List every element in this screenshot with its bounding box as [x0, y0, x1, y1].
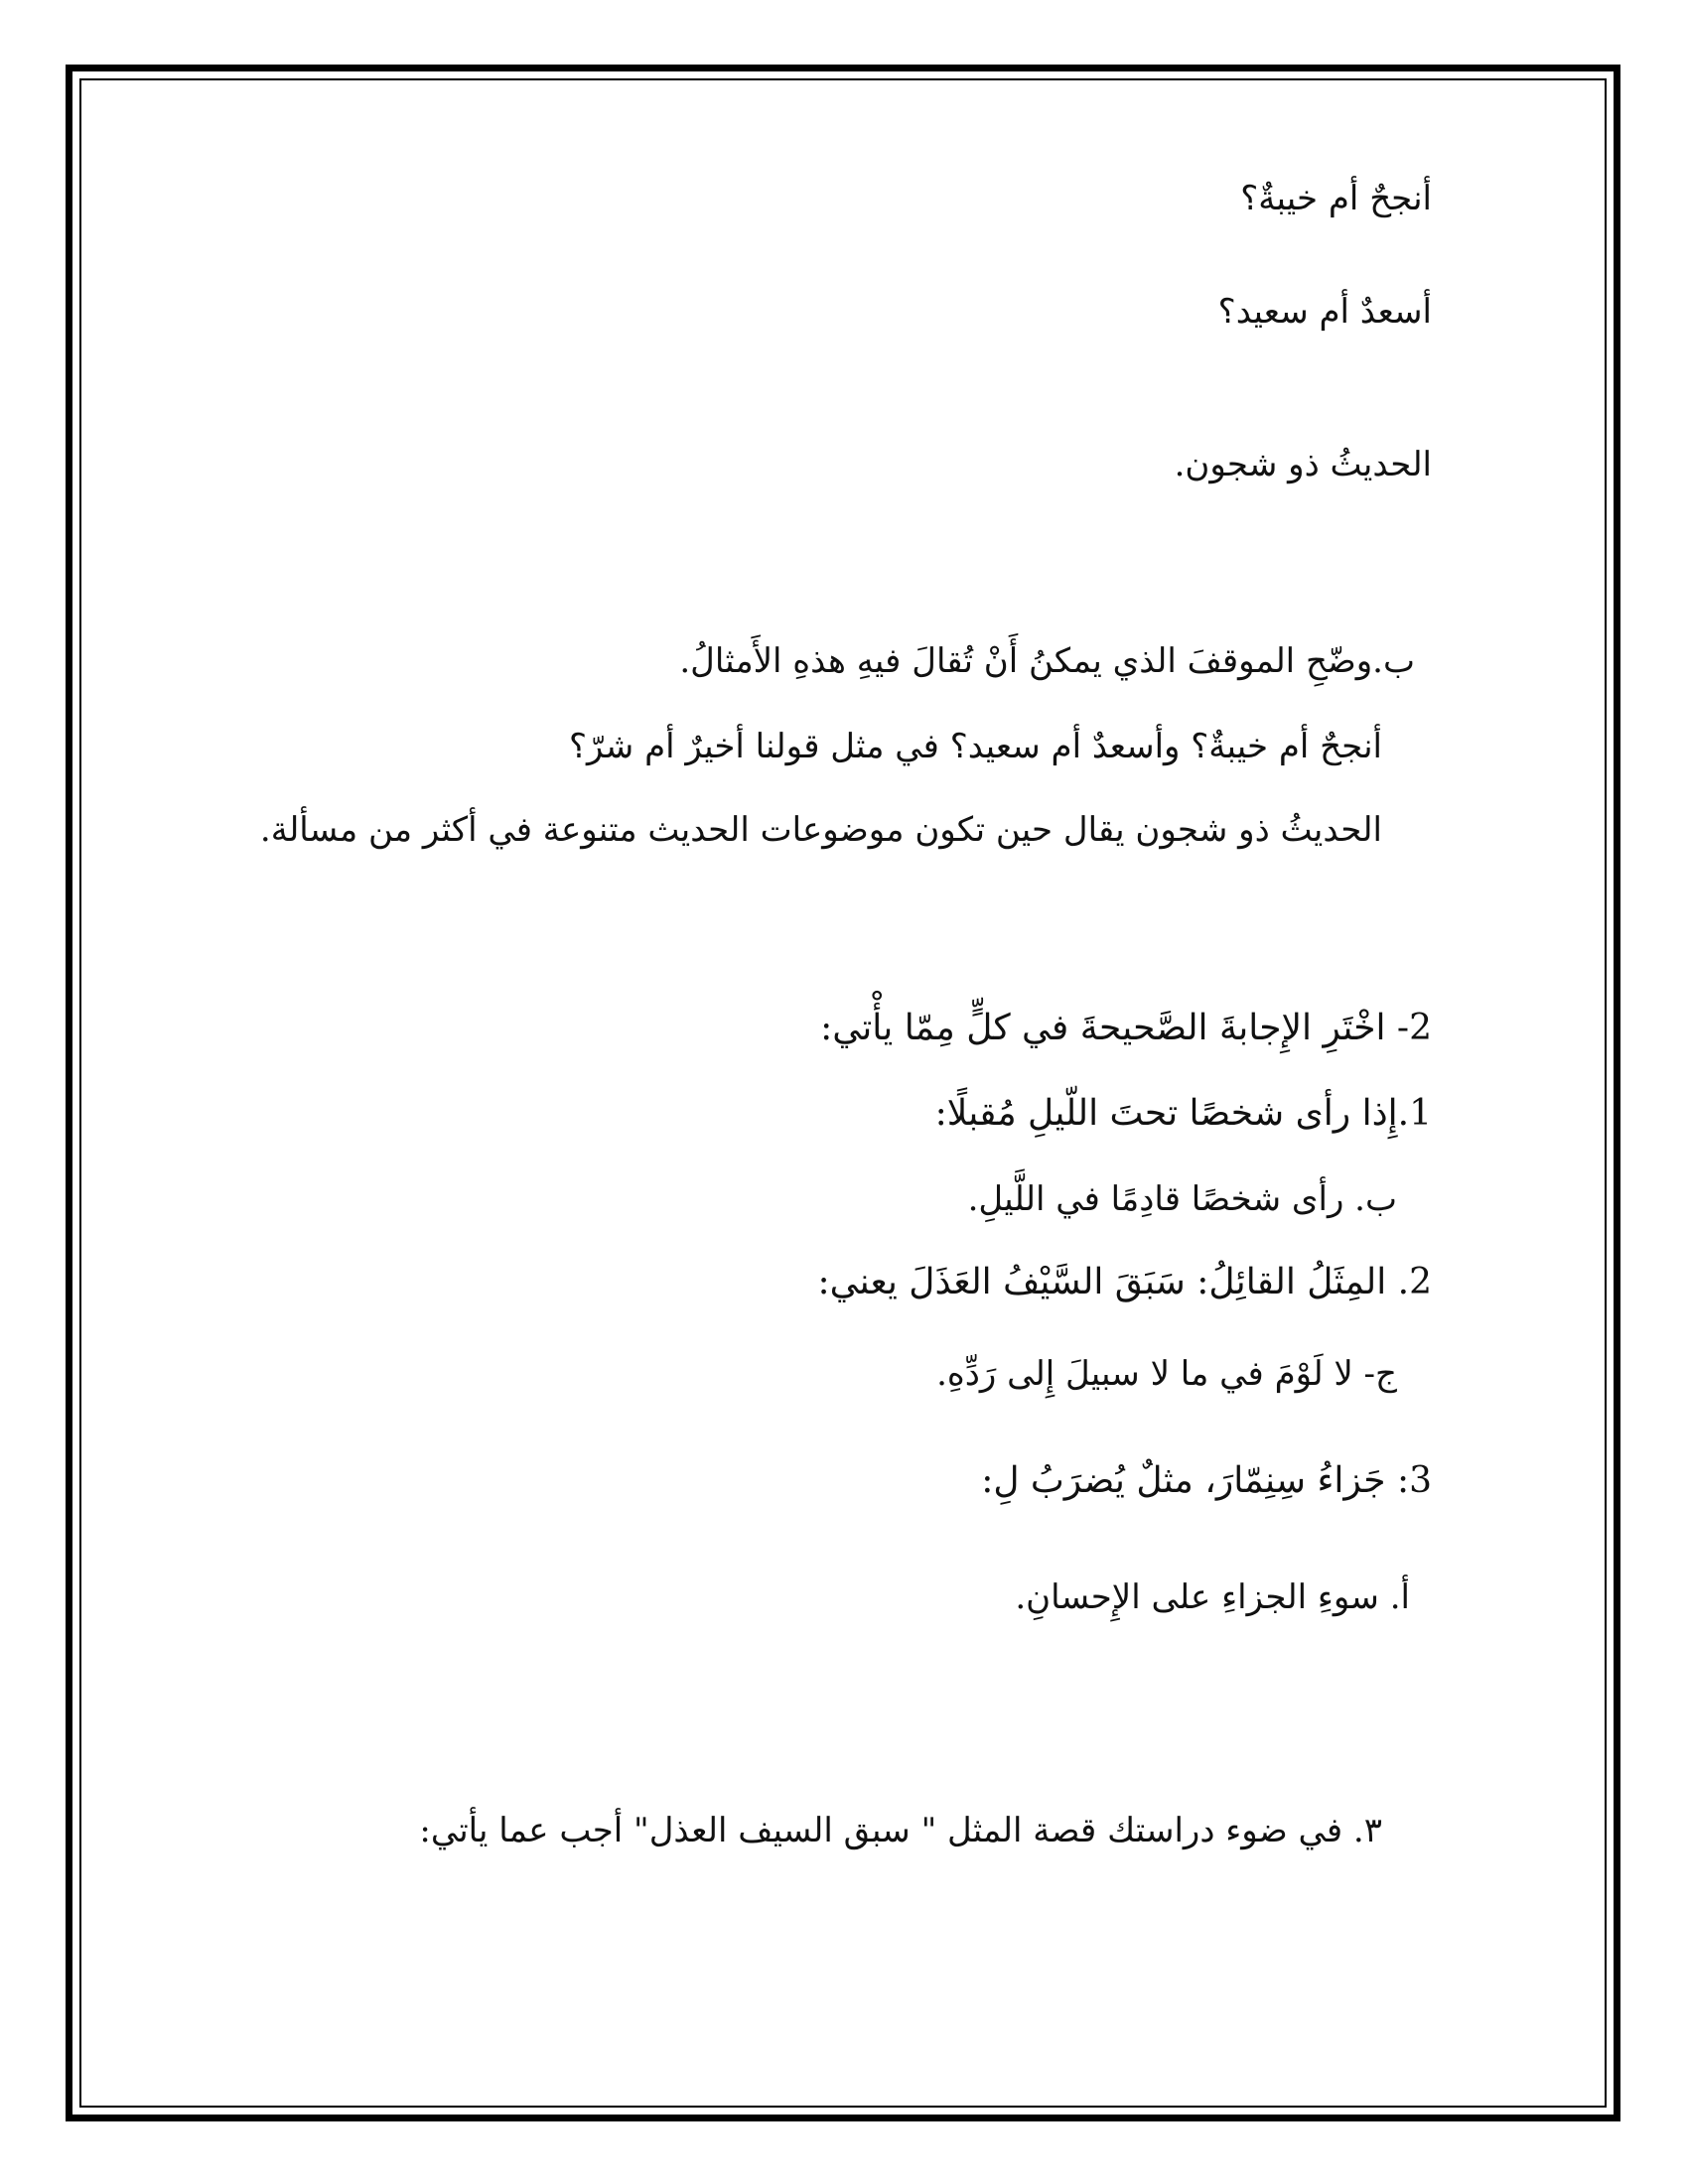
proverb-3: الحديثُ ذو شجون. [1174, 445, 1432, 484]
question-1: 1.إِذا رأى شخصًا تحتَ اللّيلِ مُقبلًا: [934, 1093, 1432, 1134]
question-1-answer: ب. رأى شخصًا قادِمًا في اللَّيلِ. [967, 1179, 1397, 1219]
part-b-prompt: ب.وضّحِ الموقفَ الذي يمكنُ أَنْ تُقالَ فيهِ هذهِ الأَمثالُ. [679, 641, 1415, 681]
proverb-1: أنجحٌ أم خيبةٌ؟ [1240, 179, 1432, 218]
section-3-heading: ٣. في ضوء دراستك قصة المثل " سبق السيف العذل" أجب عما يأتي: [419, 1811, 1382, 1850]
part-b-answer-1: أنجحٌ أم خيبةٌ؟ وأسعدٌ أم سعيد؟ في مثل قولنا أخيرٌ أم شرّ؟ [568, 727, 1382, 766]
question-2: 2. المِثَلُ القائِلُ: سَبَقَ السَّيْفُ العَذَلَ يعني: [817, 1262, 1432, 1302]
part-b-answer-2: الحديثُ ذو شجون يقال حين تكون موضوعات الحديث متنوعة في أكثر من مسألة. [259, 810, 1382, 850]
question-3-answer: أ. سوءِ الجزاءِ على الإِحسانِ. [1015, 1577, 1410, 1617]
question-2-answer: ج- لا لَوْمَ في ما لا سبيلَ إِلى رَدِّهِ. [936, 1354, 1397, 1394]
section-2-heading: 2- اخْتَرِ الإِجابةَ الصَّحيحةَ في كلٍّ مِمّا يأْتي: [820, 1008, 1432, 1048]
proverb-2: أسعدٌ أم سعيد؟ [1217, 292, 1432, 332]
question-3: 3: جَزاءُ سِنِمّارَ، مثلٌ يُضرَبُ لِ: [981, 1460, 1432, 1501]
